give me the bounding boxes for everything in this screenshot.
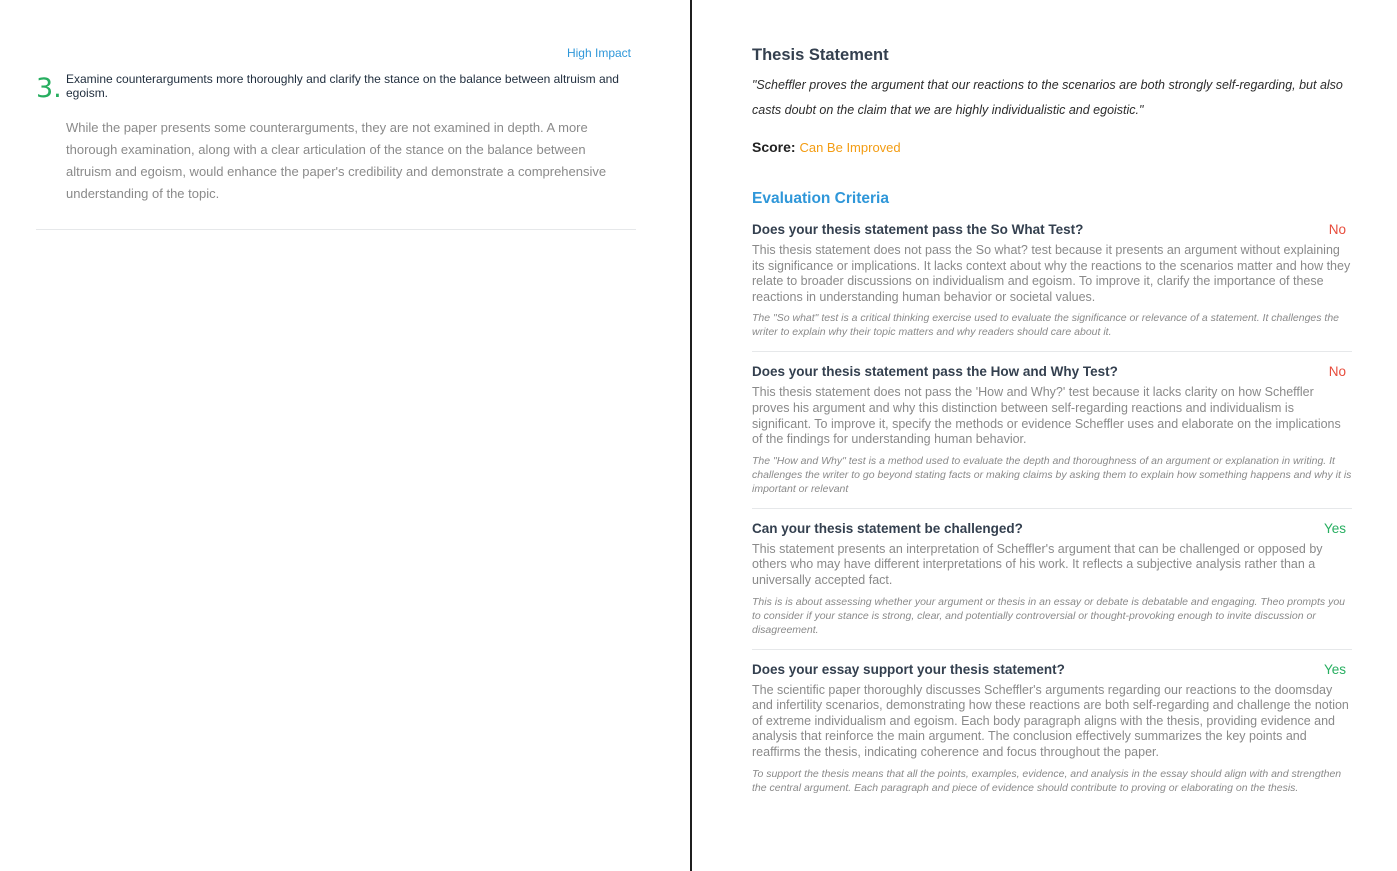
criterion-answer: No [1328, 222, 1346, 237]
score-label: Score: [752, 139, 796, 155]
criterion-how-why [752, 360, 1352, 508]
criterion-description: The scientific paper thoroughly discusses Scheffler's arguments regarding our reactions to the doomsday and infertility scenarios, demonstrating how these reactions are both self-regarding and challenge the notion of extreme individualism and egoism. Each body paragraph aligns with the thesis, providing evidence and analysis that reinforce the main argument. The conclusion effectively summarizes the key points and reaffirms the thesis, indicating coherence and focus throughout the paper. [752, 682, 1349, 759]
recommendation-card [36, 44, 636, 230]
criterion-question: Does your essay support your thesis statement? [752, 661, 1065, 677]
criterion-header [752, 222, 1352, 237]
evaluation-criteria-title: Evaluation Criteria [752, 190, 889, 207]
criterion-answer: Yes [1323, 520, 1346, 536]
recommendation-title: Examine counterarguments more thoroughly and clarify the stance on the balance between altruism and egoism. [66, 72, 619, 100]
score-value: Can Be Improved [799, 140, 901, 155]
right-pane [692, 0, 1397, 871]
criterion-note: This is is about assessing whether your argument or thesis in an essay or debate is debatable and engaging. Theo prompts you to consider if your stance is strong, clear, and potentially controversial or thought-provoking enough to invite discussion or disagreement. [752, 595, 1346, 636]
criterion-answer: No [1328, 364, 1346, 380]
criterion-question: Does your thesis statement pass the So What Test? [752, 222, 1084, 237]
criteria-list [752, 218, 1352, 815]
recommendation-header [36, 72, 636, 102]
impact-badge: High Impact [566, 46, 631, 60]
recommendation-number: 3. [36, 73, 62, 104]
criterion-header [752, 521, 1352, 536]
criterion-question: Does your thesis statement pass the How and Why Test? [752, 364, 1118, 380]
recommendation-body: While the paper presents some counterarguments, they are not examined in depth. A more thorough examination, along with a clear articulation of the stance on the balance between altruism and egoism, would enhance the paper's credibility and demonstrate a comprehensive understanding of the topic. [66, 120, 607, 201]
criterion-description: This statement presents an interpretation of Scheffler's argument that can be challenged or opposed by others who may have different interpretations of his work. It reflects a subjective analysis rather than a universally accepted fact. [752, 541, 1323, 587]
criterion-description: This thesis statement does not pass the So what? test because it presents an argument without explaining its significance or implications. It lacks context about why the reactions to the scenarios matter and how they relate to broader discussions on individualism and egoism. To improve it, clarify the importance of these reactions in understanding human behavior or societal values. [752, 243, 1351, 304]
criterion-challenged [752, 517, 1352, 650]
criterion-note: The "How and Why" test is a method used to evaluate the depth and thoroughness of an argument or explanation in writing. It challenges the writer to go beyond stating facts or making claims by asking them to explain how something happens and why it is important or relevant [752, 454, 1352, 495]
criterion-support [752, 658, 1352, 807]
criterion-answer: Yes [1323, 661, 1346, 677]
thesis-quote: "Scheffler proves the argument that our reactions to the scenarios are both strongly self-regarding, but also casts doubt on the claim that we are highly individualistic and egoistic." [752, 78, 1343, 117]
score-line [752, 139, 901, 155]
criterion-note: The "So what" test is a critical thinking exercise used to evaluate the significance or relevance of a statement. It challenges the writer to explain why their topic matters and why readers should care about it. [752, 312, 1340, 339]
thesis-title: Thesis Statement [752, 46, 889, 64]
criterion-note: To support the thesis means that all the points, examples, evidence, and analysis in the essay should align with and strengthen the central argument. Each paragraph and piece of evidence should contribute to proving or elaborating on the thesis. [752, 767, 1342, 794]
criterion-header [752, 662, 1352, 677]
criterion-description: This thesis statement does not pass the 'How and Why?' test because it lacks clarity on how Scheffler proves his argument and why this distinction between self-regarding reactions and individualism is significant. To improve it, specify the methods or evidence Scheffler uses and elaborate on the implications of the findings for understanding human behavior. [752, 385, 1341, 447]
left-pane [0, 0, 691, 871]
criterion-question: Can your thesis statement be challenged? [752, 520, 1023, 536]
criterion-so-what [752, 218, 1352, 352]
criterion-header [752, 364, 1352, 379]
